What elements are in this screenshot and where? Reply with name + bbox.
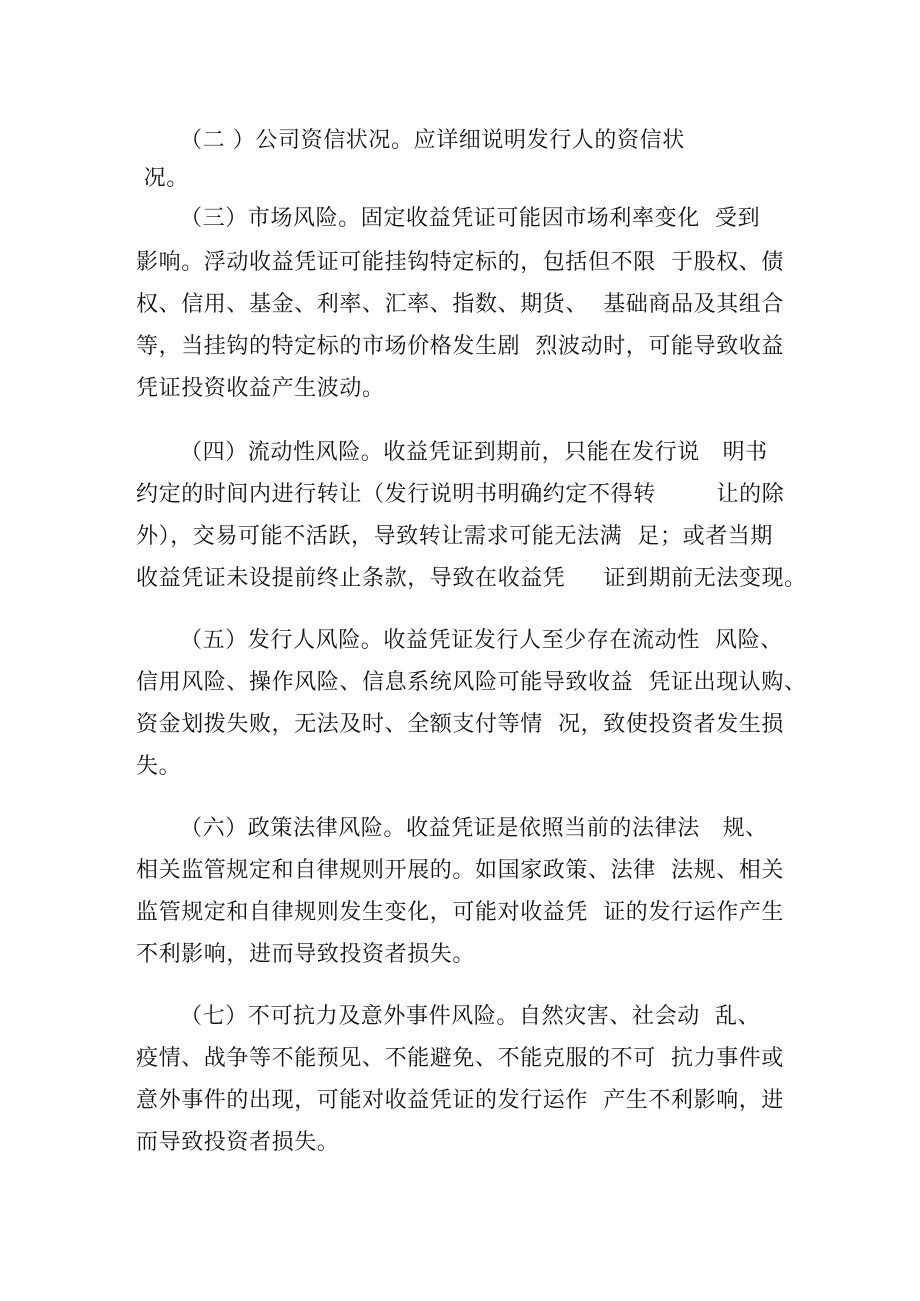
section-5-line-1: （五）发行人风险。收益凭证发行人至少存在流动性 风险、 bbox=[180, 628, 783, 653]
section-4-line-1: （四）流动性风险。收益凭证到期前，只能在发行说 明书 bbox=[180, 440, 768, 465]
section-5-line-3: 资金划拨失败，无法及时、全额支付等情 况，致使投资者发生损 bbox=[136, 712, 784, 737]
section-5-line-4: 失。 bbox=[136, 754, 182, 779]
section-6-line-2: 相关监管规定和自律规则开展的。如国家政策、法律 法规、相关 bbox=[136, 858, 784, 883]
section-7-line-3: 意外事件的出现，可能对收益凭证的发行运作 产生不利影响，进 bbox=[136, 1088, 784, 1113]
section-4-line-3: 外），交易可能不活跃，导致转让需求可能无法满 足；或者当期 bbox=[136, 524, 773, 549]
section-7-line-2: 疫情、战争等不能预见、不能避免、不能克服的不可 抗力事件或 bbox=[136, 1046, 784, 1071]
section-6-line-1: （六）政策法律风险。收益凭证是依照当前的法律法 规、 bbox=[180, 816, 768, 841]
section-3-line-3: 权、信用、基金、利率、汇率、指数、期货、 基础商品及其组合 bbox=[136, 292, 784, 317]
section-6-line-4: 不利影响，进而导致投资者损失。 bbox=[136, 942, 476, 967]
section-5-line-2: 信用风险、操作风险、信息系统风险可能导致收益 凭证出现认购、 bbox=[136, 670, 807, 695]
section-7-line-4: 而导致投资者损失。 bbox=[136, 1130, 340, 1155]
section-3-line-1: （三）市场风险。固定收益凭证可能因市场利率变化 受到 bbox=[180, 206, 761, 231]
section-3-line-4: 等，当挂钩的特定标的市场价格发生剧 烈波动时，可能导致收益 bbox=[136, 334, 784, 359]
section-3-line-2: 影响。浮动收益凭证可能挂钩特定标的，包括但不限 于股权、债 bbox=[136, 250, 784, 275]
section-2-line-2: 况。 bbox=[136, 166, 189, 191]
section-4-line-4: 收益凭证未设提前终止条款，导致在收益凭 证到期前无法变现。 bbox=[136, 566, 807, 591]
section-6-line-3: 监管规定和自律规则发生变化，可能对收益凭 证的发行运作产生 bbox=[136, 900, 784, 925]
section-7-line-1: （七）不可抗力及意外事件风险。自然灾害、社会动 乱、 bbox=[180, 1004, 761, 1029]
section-3-line-5: 凭证投资收益产生波动。 bbox=[136, 376, 385, 401]
section-2-line-1: （二 ）公司资信状况。应详细说明发行人的资信状 bbox=[180, 128, 685, 153]
section-4-line-2: 约定的时间内进行转让（发行说明书明确约定不得转 让的除 bbox=[136, 482, 785, 507]
